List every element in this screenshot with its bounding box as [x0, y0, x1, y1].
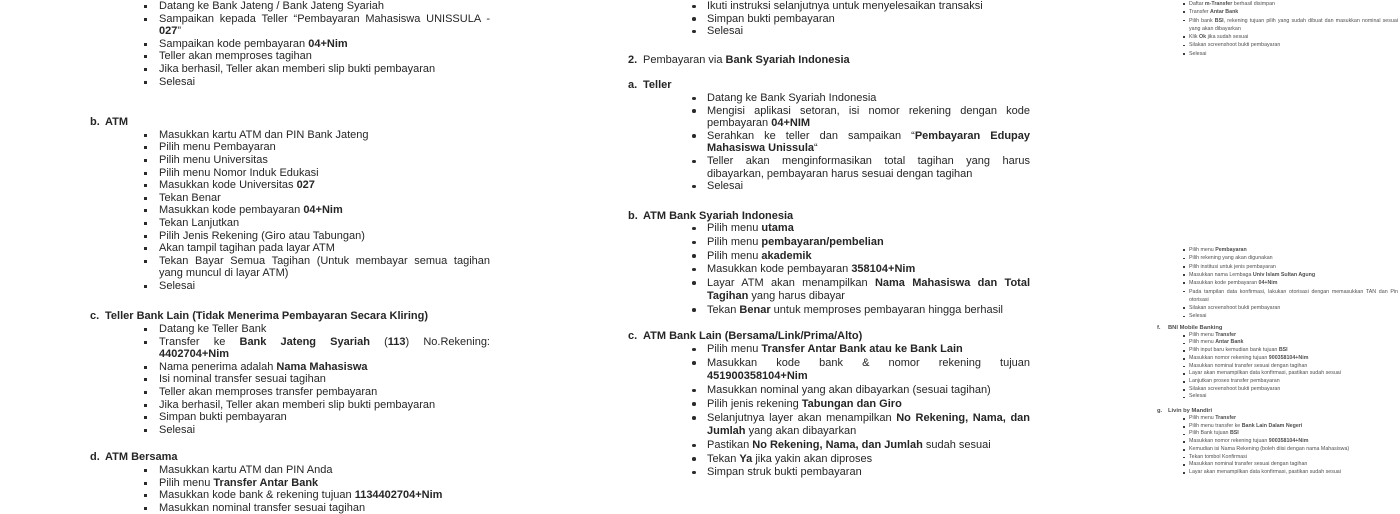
- list-item: Mengisi aplikasi setoran, isi nomor rekening dengan kode pembayaran 04+NIM: [707, 104, 1030, 130]
- bold-text: Teller Bank Lain (Tidak Menerima Pembayaran Secara Kliring): [105, 310, 428, 323]
- bold-text: pembayaran/pembelian: [761, 235, 884, 248]
- list-item: Masukkan kode pembayaran 04+Nim: [159, 204, 490, 217]
- list-item: Sampaikan kode pembayaran 04+Nim: [159, 38, 490, 51]
- bold-text: BSI: [1278, 347, 1288, 354]
- bold-text: Transfer Antar Bank: [213, 476, 319, 489]
- teller-bank-jateng-steps: [90, 0, 490, 88]
- section-letter: b.: [628, 209, 638, 222]
- list-item: Pilih jenis rekening Tabungan dan Giro: [707, 398, 1030, 412]
- list-item: Selesai: [707, 180, 1030, 193]
- list-item: Pilih menu Transfer: [1189, 415, 1398, 423]
- list-item: Tekan Benar: [159, 192, 490, 205]
- list-item: Masukkan kode pembayaran 04+Nim: [1189, 279, 1398, 287]
- section-title: [1168, 408, 1212, 414]
- list-item: Selesai: [1189, 393, 1398, 401]
- list-item: Masukkan kode bank & nomor rekening tujuan 451900358104+Nim: [707, 356, 1030, 383]
- list-item: Transfer Antar Bank: [1189, 8, 1398, 16]
- bold-text: 04+Nim: [1258, 280, 1278, 287]
- list-item: Klik Ok jika sudah sesuai: [1189, 33, 1398, 41]
- section-heading-b: [90, 116, 490, 129]
- list-item: Pilih menu Antar Bank: [1189, 339, 1398, 347]
- section-letter: 2.: [628, 53, 638, 66]
- bold-text: utama: [761, 222, 794, 235]
- atm-bank-jateng-steps: [90, 129, 490, 293]
- list-item: Selanjutnya layer akan menampilkan No Rekening, Nama, dan Jumlah yang akan dibayarkan: [707, 411, 1030, 438]
- list-item: Jika berhasil, Teller akan memberi slip bukti pembayaran: [159, 399, 490, 412]
- list-item: Transfer ke Bank Jateng Syariah (113) No.Rekening: 4402704+Nim: [159, 335, 490, 361]
- bold-text: Bank Jateng Syariah: [239, 335, 370, 348]
- faded-text-artifact: – ·: [1194, 241, 1202, 247]
- bold-text: Nama Mahasiswa dan Total Tagihan: [707, 276, 1031, 303]
- bold-text: ATM Bank Syariah Indonesia: [643, 209, 794, 222]
- section-title: Pembayaran via Bank Syariah Indonesia: [643, 53, 850, 66]
- bold-text: 027: [159, 25, 178, 38]
- list-item: Sampaikan kepada Teller “Pembayaran Mahasiswa UNISSULA - 027”: [159, 12, 490, 38]
- bold-text: No Rekening, Nama, dan Jumlah: [752, 438, 923, 451]
- bold-text: 027: [296, 179, 315, 192]
- list-item: Pilih institusi untuk jenis pembayaran: [1189, 263, 1398, 271]
- section-title: [643, 210, 793, 222]
- bold-text: ATM Bersama: [105, 451, 178, 464]
- bold-text: Bank Lain Dalam Negeri: [1241, 422, 1303, 429]
- list-item: Tekan Ya jika yakin akan diproses: [707, 453, 1030, 467]
- bold-text: 113: [387, 335, 406, 348]
- list-item: Masukkan nomor rekening tujuan 900358104+Nim: [1189, 438, 1398, 446]
- list-item: Pilih bank BSI, rekening tujuan pilih yang sudah dibuat dan masukkan nominal sesuai yang akan dibayarkan: [1189, 17, 1398, 32]
- list-item: Pilih rekening yang akan digunakan: [1189, 254, 1398, 262]
- bold-text: 451900358104+Nim: [707, 370, 808, 383]
- section-heading-f: [1152, 324, 1398, 332]
- section-title: [643, 79, 672, 91]
- bold-text: Ya: [739, 452, 753, 465]
- list-item: Silakan screenshoot bukti pembayaran: [1189, 41, 1398, 49]
- bold-text: Antar Bank: [1210, 9, 1239, 16]
- list-item: Pada tampilan data konfirmasi, lakukan otorisasi dengan memasukkan TAN dan Pin otorisasi: [1189, 288, 1398, 303]
- bold-text: 04+Nim: [303, 204, 343, 217]
- section-letter: g.: [1157, 408, 1163, 415]
- bold-text: m-Transfer: [1204, 1, 1233, 7]
- list-item: Isi nominal transfer sesuai tagihan: [159, 373, 490, 386]
- section-title: [643, 330, 862, 342]
- bold-text: No Rekening, Nama, dan Jumlah: [707, 411, 1030, 438]
- list-item: Teller akan memproses tagihan: [159, 50, 490, 63]
- column-left: [90, 0, 490, 514]
- list-item: Selesai: [159, 424, 490, 437]
- bold-text: BSI: [1229, 430, 1239, 437]
- bold-text: 358104+Nim: [851, 263, 916, 276]
- list-item: Simpan bukti pembayaran: [159, 411, 490, 424]
- list-item: Masukkan kartu ATM dan PIN Anda: [159, 464, 490, 477]
- section-title: [1168, 325, 1222, 331]
- list-item: Masukkan nomor rekening tujuan 900358104+Nim: [1189, 355, 1398, 363]
- teller-bank-lain-steps: [90, 323, 490, 436]
- list-item: Tekan Benar untuk memproses pembayaran hingga berhasil: [707, 304, 1030, 318]
- section-title: [105, 310, 428, 322]
- list-item: Simpan bukti pembayaran: [707, 13, 1030, 26]
- section-heading-2: [628, 54, 1030, 67]
- list-item: Pilih menu Universitas: [159, 154, 490, 167]
- bold-text: Pembayaran Edupay Mahasiswa Unissula: [707, 129, 1030, 155]
- bold-text: 04+Nim: [308, 37, 348, 50]
- list-item: Masukkan nama Lembaga Univ Islam Sultan Agung: [1189, 271, 1398, 279]
- bold-text: Teller: [643, 79, 672, 92]
- previous-section-tail-steps: [628, 0, 1030, 38]
- list-item: Layar ATM akan menampilkan Nama Mahasiswa dan Total Tagihan yang harus dibayar: [707, 276, 1031, 303]
- list-item: Selesai: [1189, 312, 1398, 320]
- list-item: Layar akan menampilkan data konfirmasi, pastikan sudah sesuai: [1189, 370, 1398, 378]
- list-item: Pastikan No Rekening, Nama, dan Jumlah sudah sesuai: [707, 439, 1030, 453]
- list-item: Serahkan ke teller dan sampaikan “Pembayaran Edupay Mahasiswa Unissula“: [707, 129, 1030, 155]
- section-heading-c: [628, 330, 1030, 343]
- section-letter: c.: [628, 330, 638, 343]
- list-item: Tekan Lanjutkan: [159, 217, 490, 230]
- list-item: Pilih menu Nomor Induk Edukasi: [159, 167, 490, 180]
- list-item: Ikuti instruksi selanjutnya untuk menyelesaikan transaksi: [707, 0, 1030, 13]
- bold-text: ATM Bank Lain (Bersama/Link/Prima/Alto): [643, 330, 863, 343]
- list-item: Pilih menu Transfer Antar Bank atau ke Bank Lain: [707, 343, 1030, 357]
- bsi-atm-steps: [628, 222, 1030, 317]
- list-item: Silakan screenshoot bukti pembayaran: [1189, 304, 1398, 312]
- section-heading-d: [90, 451, 490, 464]
- bold-text: Bank Syariah Indonesia: [725, 53, 850, 66]
- list-item: Masukkan kode Universitas 027: [159, 179, 490, 192]
- bold-text: Ok: [1199, 34, 1207, 41]
- bold-text: BSI: [1214, 17, 1224, 24]
- list-item: Pilih menu akademik: [707, 250, 1030, 264]
- list-item: Datang ke Bank Syariah Indonesia: [707, 92, 1030, 105]
- list-item: Akan tampil tagihan pada layar ATM: [159, 242, 490, 255]
- list-item: Pilih input baru kemudian bank tujuan BSI: [1189, 347, 1398, 355]
- bold-text: 4402704+Nim: [159, 348, 230, 361]
- atm-bank-lain-steps: [628, 343, 1030, 480]
- bold-text: 1134402704+Nim: [354, 489, 443, 502]
- list-item: Teller akan memproses transfer pembayaran: [159, 386, 490, 399]
- section-heading-c: [90, 310, 490, 323]
- bold-text: Transfer: [1215, 415, 1237, 422]
- list-item: Pilih Jenis Rekening (Giro atau Tabungan): [159, 230, 490, 243]
- bold-text: BNI Mobile Banking: [1168, 324, 1223, 331]
- list-item: Masukkan nominal transfer sesuai dengan tagihan: [1189, 461, 1398, 469]
- list-item: Selesai: [159, 76, 490, 89]
- bold-text: Univ Islam Sultan Agung: [1252, 271, 1316, 278]
- list-item: Layar akan menampilkan data konfirmasi, pastikan sudah sesuai: [1189, 469, 1398, 477]
- bold-text: Benar: [739, 303, 771, 316]
- list-item: Jika berhasil, Teller akan memberi slip bukti pembayaran: [159, 63, 490, 76]
- list-item: Pilih Bank tujuan BSI: [1189, 430, 1398, 438]
- section-letter: a.: [628, 79, 638, 92]
- list-item: Datang ke Bank Jateng / Bank Jateng Syariah: [159, 0, 490, 13]
- bold-text: Antar Bank: [1215, 339, 1244, 346]
- bold-text: Pembayaran: [1215, 247, 1247, 254]
- section-title: [105, 116, 128, 128]
- bold-text: ATM: [105, 116, 129, 129]
- bold-text: Transfer: [1215, 331, 1237, 338]
- livin-mandiri-steps: [1152, 415, 1398, 477]
- list-item: Daftar m-Transfer berhasil disimpan: [1189, 0, 1398, 8]
- list-item: Selesai: [707, 25, 1030, 38]
- section-letter: d.: [90, 451, 100, 464]
- list-item: Tekan Bayar Semua Tagihan (Untuk membayar semua tagihan yang muncul di layar ATM): [159, 254, 490, 280]
- bold-text: Nama Mahasiswa: [276, 360, 368, 373]
- section-title: [105, 451, 178, 463]
- list-item: Masukkan nominal transfer sesuai tagihan: [159, 502, 490, 514]
- list-item: Pilih menu pembayaran/pembelian: [707, 236, 1030, 250]
- list-item: Teller akan menginformasikan total tagihan yang harus dibayarkan, pembayaran harus sesuai dengan tagihan: [707, 154, 1030, 180]
- section-heading-a: [628, 79, 1030, 92]
- m-transfer-tail-steps: [1152, 0, 1398, 58]
- list-item: Masukkan kode bank & rekening tujuan 1134402704+Nim: [159, 489, 490, 502]
- bold-text: Livin by Mandiri: [1168, 408, 1213, 415]
- bold-text: 900358104+Nim: [1268, 438, 1309, 445]
- list-item: Pilih menu Pembayaran: [1189, 246, 1398, 254]
- list-item: Masukkan kartu ATM dan PIN Bank Jateng: [159, 129, 490, 142]
- bold-text: akademik: [761, 249, 812, 262]
- list-item: Tekan tombol Konfirmasi: [1189, 454, 1398, 462]
- bold-text: 900358104+Nim: [1268, 354, 1309, 361]
- list-item: Simpan struk bukti pembayaran: [707, 466, 1030, 480]
- section-heading-b: [628, 210, 1030, 223]
- list-item: Masukkan kode pembayaran 358104+Nim: [707, 263, 1030, 277]
- column-right: [1152, 0, 1398, 477]
- bold-text: Tabungan dan Giro: [801, 397, 902, 410]
- list-item: Kemudian isi Nama Rekening (boleh diisi dengan nama Mahasiswa): [1189, 446, 1398, 454]
- bni-mobile-banking-steps: [1152, 332, 1398, 401]
- bold-text: 04+NIM: [771, 117, 811, 130]
- section-letter: f.: [1157, 324, 1161, 331]
- column-middle: [628, 0, 1030, 480]
- list-item: Pilih menu Transfer Antar Bank: [159, 477, 490, 490]
- list-item: Pilih menu utama: [707, 222, 1030, 236]
- list-item: Masukkan nominal yang akan dibayarkan (sesuai tagihan): [707, 384, 1030, 398]
- list-item: Silakan screenshoot bukti pembayaran: [1189, 386, 1398, 394]
- list-item: Datang ke Teller Bank: [159, 323, 490, 336]
- atm-bersama-steps: [90, 464, 490, 514]
- mobile-banking-pembayaran-steps: [1152, 246, 1398, 321]
- list-item: Nama penerima adalah Nama Mahasiswa: [159, 361, 490, 374]
- bsi-teller-steps: [628, 92, 1030, 193]
- list-item: Pilih menu Pembayaran: [159, 141, 490, 154]
- list-item: Pilih menu transfer ke Bank Lain Dalam Negeri: [1189, 423, 1398, 431]
- list-item: Pilih menu Transfer: [1189, 332, 1398, 340]
- section-heading-g: [1152, 407, 1398, 415]
- section-letter: b.: [90, 116, 100, 129]
- section-letter: c.: [90, 310, 100, 323]
- list-item: Masukkan nominal transfer sesuai dengan tagihan: [1189, 363, 1398, 371]
- list-item: Lanjutkan proses transfer pembayaran: [1189, 378, 1398, 386]
- bold-text: Transfer Antar Bank atau ke Bank Lain: [761, 343, 963, 356]
- list-item: Selesai: [1189, 50, 1398, 58]
- list-item: Selesai: [159, 280, 490, 293]
